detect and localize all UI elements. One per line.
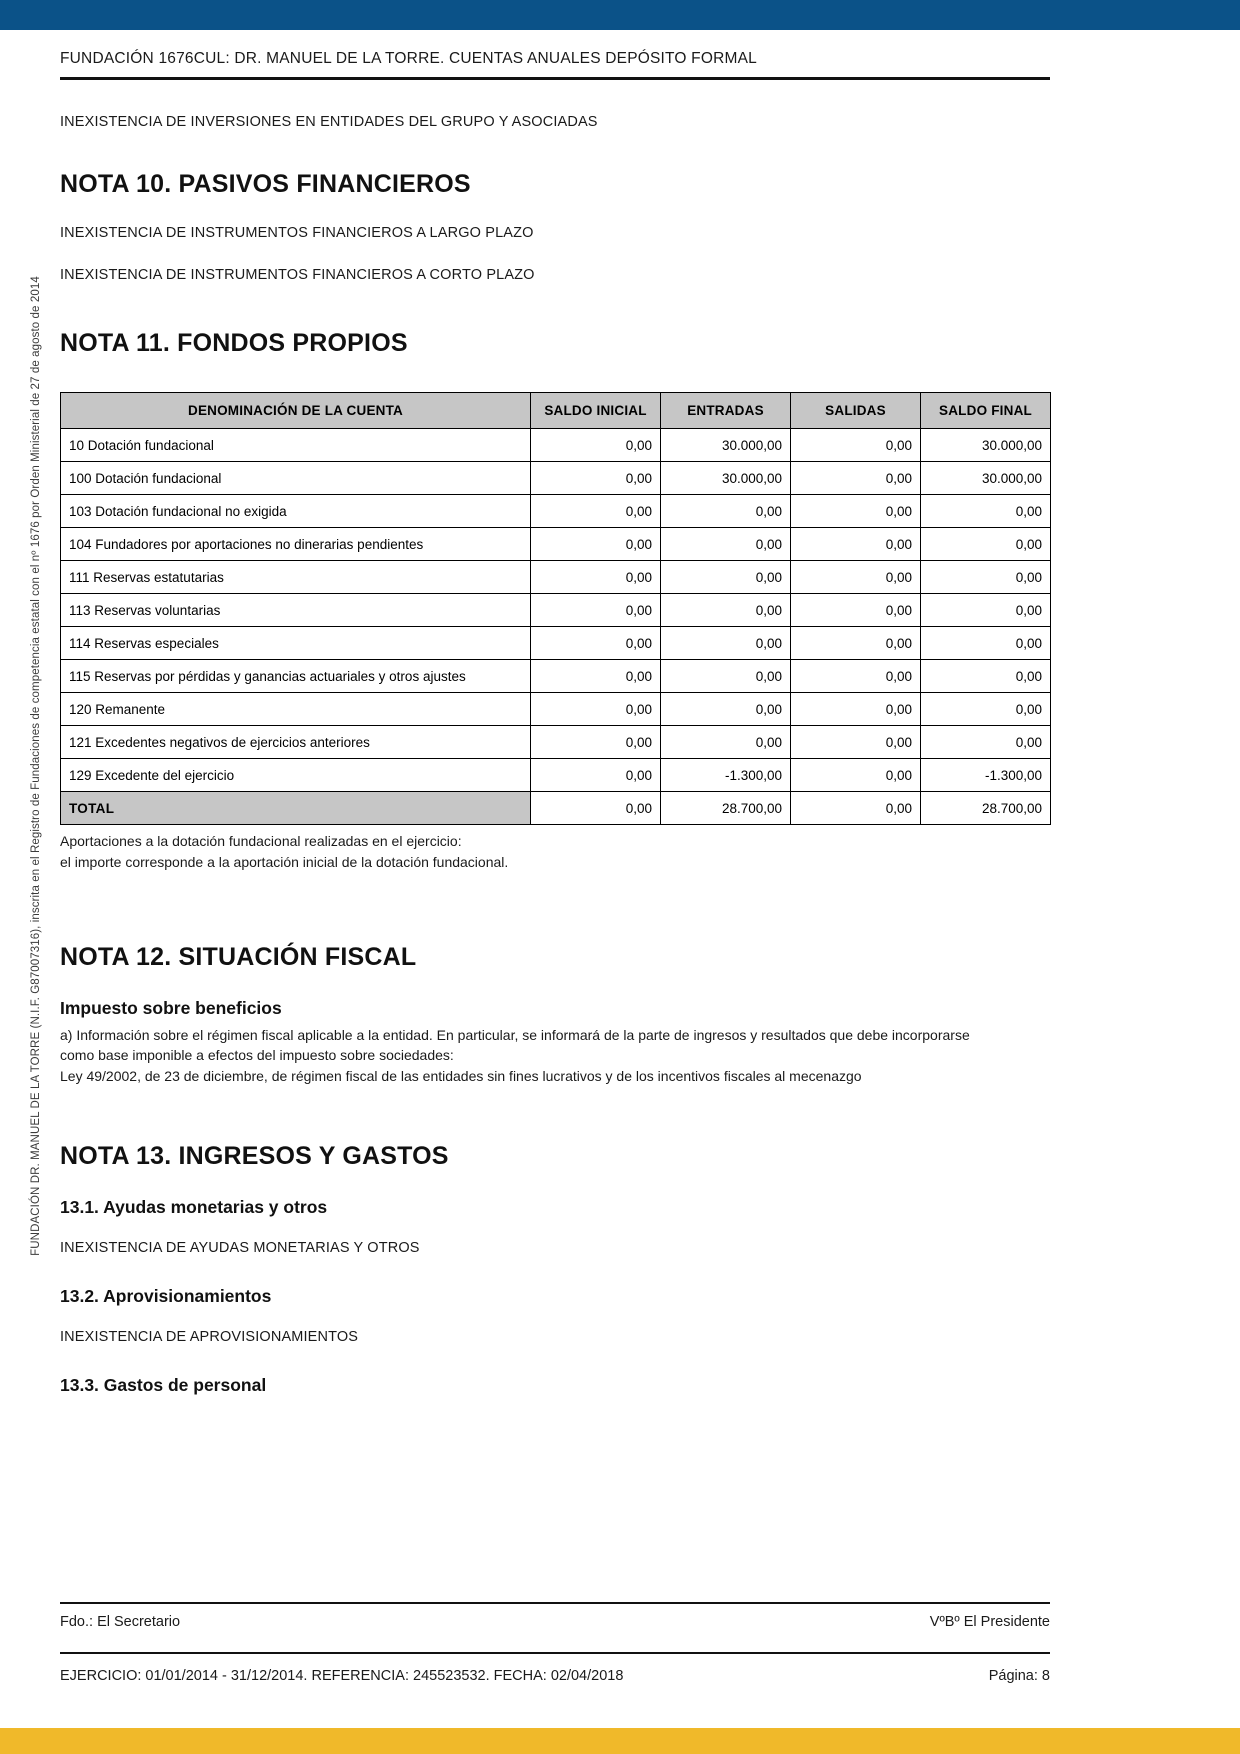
table-row [61, 693, 1051, 726]
signature-secretary: Fdo.: El Secretario [60, 1614, 181, 1630]
cell-salidas: 0,00 [791, 594, 921, 627]
column-header-saldo-inicial: SALDO INICIAL [531, 393, 661, 429]
table-row [61, 495, 1051, 528]
table-row [61, 528, 1051, 561]
cell-saldo-inicial: 0,00 [531, 429, 661, 462]
cell-entradas: 0,00 [661, 561, 791, 594]
cell-saldo-inicial: 0,00 [531, 594, 661, 627]
cell-salidas: 0,00 [791, 693, 921, 726]
cell-denominacion: 10 Dotación fundacional [61, 429, 531, 462]
cell-entradas: 0,00 [661, 627, 791, 660]
cell-saldo-inicial: 0,00 [531, 561, 661, 594]
cell-saldo-inicial: 0,00 [531, 759, 661, 792]
page-footer [60, 1602, 1050, 1684]
nota-13-2-subtitle: 13.2. Aprovisionamientos [60, 1285, 272, 1306]
cell-denominacion: 103 Dotación fundacional no exigida [61, 495, 531, 528]
cell-denominacion: 114 Reservas especiales [61, 627, 531, 660]
cell-entradas: 0,00 [661, 528, 791, 561]
nota-10-line-2: INEXISTENCIA DE INSTRUMENTOS FINANCIEROS A CORTO PLAZO [60, 267, 535, 283]
cell-entradas: 0,00 [661, 495, 791, 528]
cell-saldo-inicial: 0,00 [531, 462, 661, 495]
vertical-registration-note: FUNDACIÓN DR. MANUEL DE LA TORRE (N.I.F. G87007316), inscrita en el Registro de Fundaciones de competencia estatal con el nº 1676 por Orden Ministerial de 27 de agosto de 2014 [30, 276, 42, 1256]
header-accent-bar [0, 0, 1240, 30]
fondos-propios-table [60, 392, 1051, 825]
cell-saldo-final: 0,00 [921, 528, 1051, 561]
nota-13-3-subtitle: 13.3. Gastos de personal [60, 1374, 267, 1395]
nota-12-para-line-3: Ley 49/2002, de 23 de diciembre, de régimen fiscal de las entidades sin fines lucrativos y de los incentivos fiscales al mecenazgo [60, 1067, 862, 1084]
document-content [60, 50, 1050, 1396]
cell-denominacion: 113 Reservas voluntarias [61, 594, 531, 627]
cell-entradas: 28.700,00 [661, 792, 791, 825]
cell-saldo-final: 0,00 [921, 627, 1051, 660]
nota-10-line-1: INEXISTENCIA DE INSTRUMENTOS FINANCIEROS A LARGO PLAZO [60, 225, 534, 241]
table-total-row [61, 792, 1051, 825]
table-row [61, 429, 1051, 462]
cell-saldo-inicial: 0,00 [531, 528, 661, 561]
cell-saldo-final: 30.000,00 [921, 462, 1051, 495]
document-header-title: FUNDACIÓN 1676CUL: DR. MANUEL DE LA TORRE. CUENTAS ANUALES DEPÓSITO FORMAL [60, 50, 757, 67]
cell-denominacion: 120 Remanente [61, 693, 531, 726]
intro-line: INEXISTENCIA DE INVERSIONES EN ENTIDADES DEL GRUPO Y ASOCIADAS [60, 114, 598, 130]
cell-salidas: 0,00 [791, 759, 921, 792]
cell-denominacion: 104 Fundadores por aportaciones no dinerarias pendientes [61, 528, 531, 561]
cell-entradas: 30.000,00 [661, 429, 791, 462]
cell-saldo-inicial: 0,00 [531, 627, 661, 660]
cell-saldo-final: -1.300,00 [921, 759, 1051, 792]
cell-saldo-inicial: 0,00 [531, 693, 661, 726]
cell-saldo-final: 0,00 [921, 594, 1051, 627]
table-row [61, 660, 1051, 693]
cell-entradas: 0,00 [661, 726, 791, 759]
cell-salidas: 0,00 [791, 528, 921, 561]
signature-row [60, 1604, 1050, 1630]
cell-salidas: 0,00 [791, 429, 921, 462]
cell-salidas: 0,00 [791, 792, 921, 825]
cell-salidas: 0,00 [791, 627, 921, 660]
cell-saldo-final: 0,00 [921, 660, 1051, 693]
cell-saldo-final: 30.000,00 [921, 429, 1051, 462]
aportaciones-line-1: Aportaciones a la dotación fundacional realizadas en el ejercicio: [60, 833, 462, 849]
cell-saldo-inicial: 0,00 [531, 726, 661, 759]
nota-12-title: NOTA 12. SITUACIÓN FISCAL [60, 943, 417, 971]
table-header-row [61, 393, 1051, 429]
nota-13-title: NOTA 13. INGRESOS Y GASTOS [60, 1141, 449, 1170]
table-row [61, 726, 1051, 759]
cell-entradas: -1.300,00 [661, 759, 791, 792]
nota-13-1-text: INEXISTENCIA DE AYUDAS MONETARIAS Y OTROS [60, 1239, 420, 1256]
cell-entradas: 0,00 [661, 660, 791, 693]
column-header-salidas: SALIDAS [791, 393, 921, 429]
cell-saldo-inicial: 0,00 [531, 495, 661, 528]
cell-denominacion: 115 Reservas por pérdidas y ganancias actuariales y otros ajustes [61, 660, 531, 693]
cell-salidas: 0,00 [791, 726, 921, 759]
cell-denominacion: TOTAL [61, 792, 531, 825]
cell-saldo-final: 0,00 [921, 561, 1051, 594]
column-header-saldo-final: SALDO FINAL [921, 393, 1051, 429]
signature-president: VºBº El Presidente [929, 1614, 1050, 1630]
table-row [61, 462, 1051, 495]
footer-accent-bar [0, 1728, 1240, 1754]
cell-entradas: 0,00 [661, 594, 791, 627]
cell-denominacion: 121 Excedentes negativos de ejercicios anteriores [61, 726, 531, 759]
cell-entradas: 30.000,00 [661, 462, 791, 495]
cell-salidas: 0,00 [791, 462, 921, 495]
table-head [61, 393, 1051, 429]
cell-saldo-final: 0,00 [921, 495, 1051, 528]
nota-11-title: NOTA 11. FONDOS PROPIOS [60, 329, 408, 357]
footer-reference: EJERCICIO: 01/01/2014 - 31/12/2014. REFERENCIA: 245523532. FECHA: 02/04/2018 [60, 1668, 624, 1684]
cell-salidas: 0,00 [791, 561, 921, 594]
cell-denominacion: 111 Reservas estatutarias [61, 561, 531, 594]
table-row [61, 561, 1051, 594]
column-header-entradas: ENTRADAS [661, 393, 791, 429]
cell-saldo-final: 0,00 [921, 693, 1051, 726]
footer-meta-row [60, 1654, 1050, 1684]
aportaciones-line-2: el importe corresponde a la aportación inicial de la dotación fundacional. [60, 854, 509, 870]
table-row [61, 627, 1051, 660]
table-body [61, 429, 1051, 825]
nota-12-para-line-1: a) Información sobre el régimen fiscal aplicable a la entidad. En particular, se informará de la parte de ingresos y resultados que debe incorporarse [60, 1027, 970, 1043]
cell-denominacion: 100 Dotación fundacional [61, 462, 531, 495]
nota-10-title: NOTA 10. PASIVOS FINANCIEROS [60, 170, 471, 198]
table-row [61, 759, 1051, 792]
cell-saldo-final: 28.700,00 [921, 792, 1051, 825]
nota-13-1-subtitle: 13.1. Ayudas monetarias y otros [60, 1196, 328, 1217]
cell-saldo-inicial: 0,00 [531, 660, 661, 693]
cell-salidas: 0,00 [791, 660, 921, 693]
header-divider [60, 77, 1050, 80]
cell-saldo-final: 0,00 [921, 726, 1051, 759]
nota-13-2-text: INEXISTENCIA DE APROVISIONAMIENTOS [60, 1328, 359, 1345]
cell-entradas: 0,00 [661, 693, 791, 726]
table-row [61, 594, 1051, 627]
column-header-denominacion: DENOMINACIÓN DE LA CUENTA [61, 393, 531, 429]
nota-12-subtitle: Impuesto sobre beneficios [60, 998, 282, 1018]
cell-denominacion: 129 Excedente del ejercicio [61, 759, 531, 792]
cell-saldo-inicial: 0,00 [531, 792, 661, 825]
cell-salidas: 0,00 [791, 495, 921, 528]
footer-page-number: Página: 8 [988, 1668, 1050, 1684]
nota-12-para-line-2: como base imponible a efectos del impuesto sobre sociedades: [60, 1047, 454, 1064]
